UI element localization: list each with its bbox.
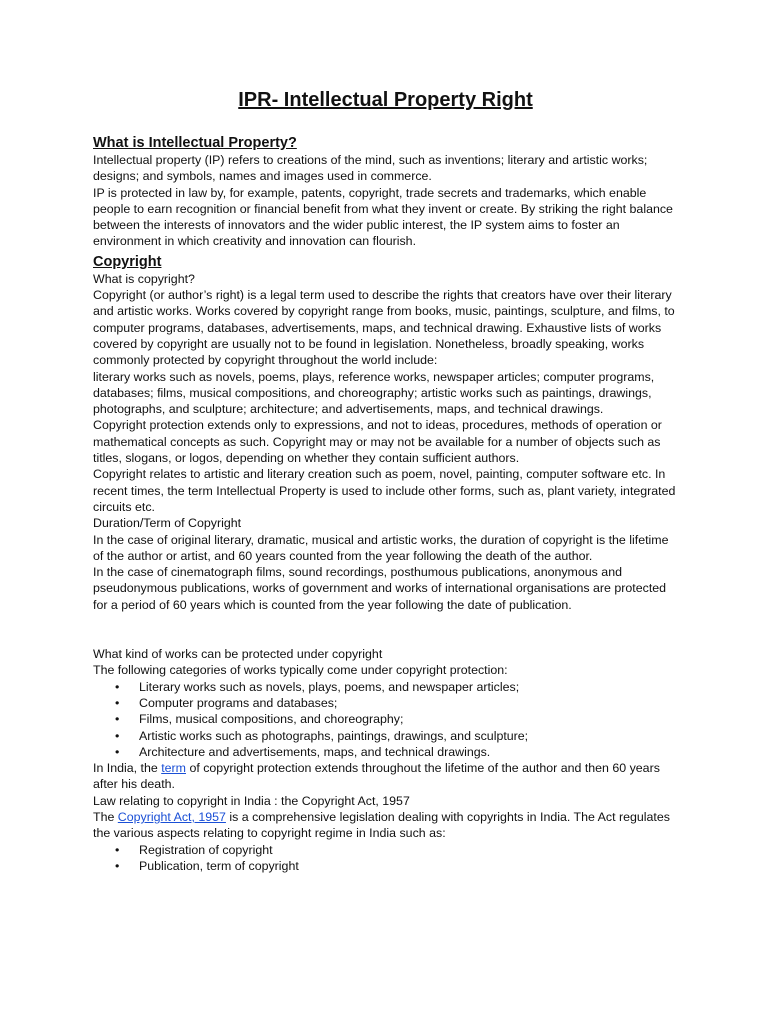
question-what-is-copyright: What is copyright? [93,271,195,286]
copyright-act-link[interactable]: Copyright Act, 1957 [117,809,226,824]
heading-duration: Duration/Term of Copyright [93,516,242,531]
paragraph-copyright-definition: Copyright (or author’s right) is a legal term used to describe the rights that creators have over their literary and artistic works. Works covered by copyright range from books, music, paintings, sculpture, and films, to computer programs, databases, advertisements, maps, and technical drawing. Exhaustive lists of works covered by copyright are usually not to be found in legislation. Nonetheless, broadly speaking, works commonly protected by copyright throughout the world include: [93,288,675,368]
act-aspects-list [93,842,678,875]
paragraph-copyright-expressions: Copyright protection extends only to expressions, and not to ideas, procedures, methods of operation or mathematical concepts as such. Copyright may or may not be available for a number of objects such as titles, slogans, or logos, depending on whether they contain sufficient authors. [93,418,662,466]
heading-what-is-ip: What is Intellectual Property? [93,135,297,151]
document-title: IPR- Intellectual Property Right [238,89,533,111]
question-what-works-protected: What kind of works can be protected under copyright [93,647,383,662]
list-item: • Registration of copyright [139,842,678,858]
paragraph-ip-definition: Intellectual property (IP) refers to creations of the mind, such as inventions; literary and artistic works; designs; and symbols, names and images used in commerce. [93,153,648,184]
paragraph-categories-intro: The following categories of works typically come under copyright protection: [93,663,508,678]
act-prefix: The [93,809,118,824]
paragraph-duration-literary: In the case of original literary, dramatic, musical and artistic works, the duration of copyright is the lifetime of the author or artist, and 60 years counted from the year following the death of the author. [93,532,669,563]
term-link[interactable]: term [161,761,186,776]
paragraph-duration-films: In the case of cinematograph films, sound recordings, posthumous publications, anonymous and pseudonymous publications, works of government and works of international organisations are protected for a period of 60 years which is counted from the year following the date of publication. [93,565,667,612]
list-item: • Computer programs and databases; [139,695,678,711]
list-item: • Literary works such as novels, plays, poems, and newspaper articles; [139,679,678,695]
document-page [93,86,678,874]
list-item: • Architecture and advertisements, maps, and technical drawings. [139,744,678,760]
paragraph-ip-protection: IP is protected in law by, for example, patents, copyright, trade secrets and trademarks, which enable people to earn recognition or financial benefit from what they invent or create. By striking the right balance between the interests of innovators and the wider public interest, the IP system aims to foster an environment in which creativity and innovation can flourish. [93,185,673,249]
list-item: • Publication, term of copyright [139,858,678,874]
paragraph-india-term [93,760,678,793]
act-suffix: is a comprehensive legislation dealing with copyrights in India. The Act regulates the various aspects relating to copyright regime in India such as: [93,809,670,841]
list-item: • Films, musical compositions, and choreography; [139,711,678,727]
works-list [93,679,678,760]
spacer [93,613,678,646]
paragraph-copyright-act [93,809,678,842]
list-item: • Artistic works such as photographs, paintings, drawings, and sculpture; [139,728,678,744]
paragraph-copyright-relates: Copyright relates to artistic and literary creation such as poem, novel, painting, computer software etc. In recent times, the term Intellectual Property is used to include other forms, such as, plant variety, integrated circuits etc. [93,467,676,514]
paragraph-copyright-works: literary works such as novels, poems, plays, reference works, newspaper articles; computer programs, databases; films, musical compositions, and choreography; artistic works such as paintings, drawings, photographs, and sculpture; architecture; and advertisements, maps, and technical drawings. [93,369,655,417]
heading-copyright: Copyright [93,253,162,270]
india-term-suffix: of copyright protection extends throughout the lifetime of the author and then 60 years after his death. [93,761,660,792]
heading-law-india: Law relating to copyright in India : the Copyright Act, 1957 [93,793,410,808]
india-term-prefix: In India, the [93,761,162,776]
